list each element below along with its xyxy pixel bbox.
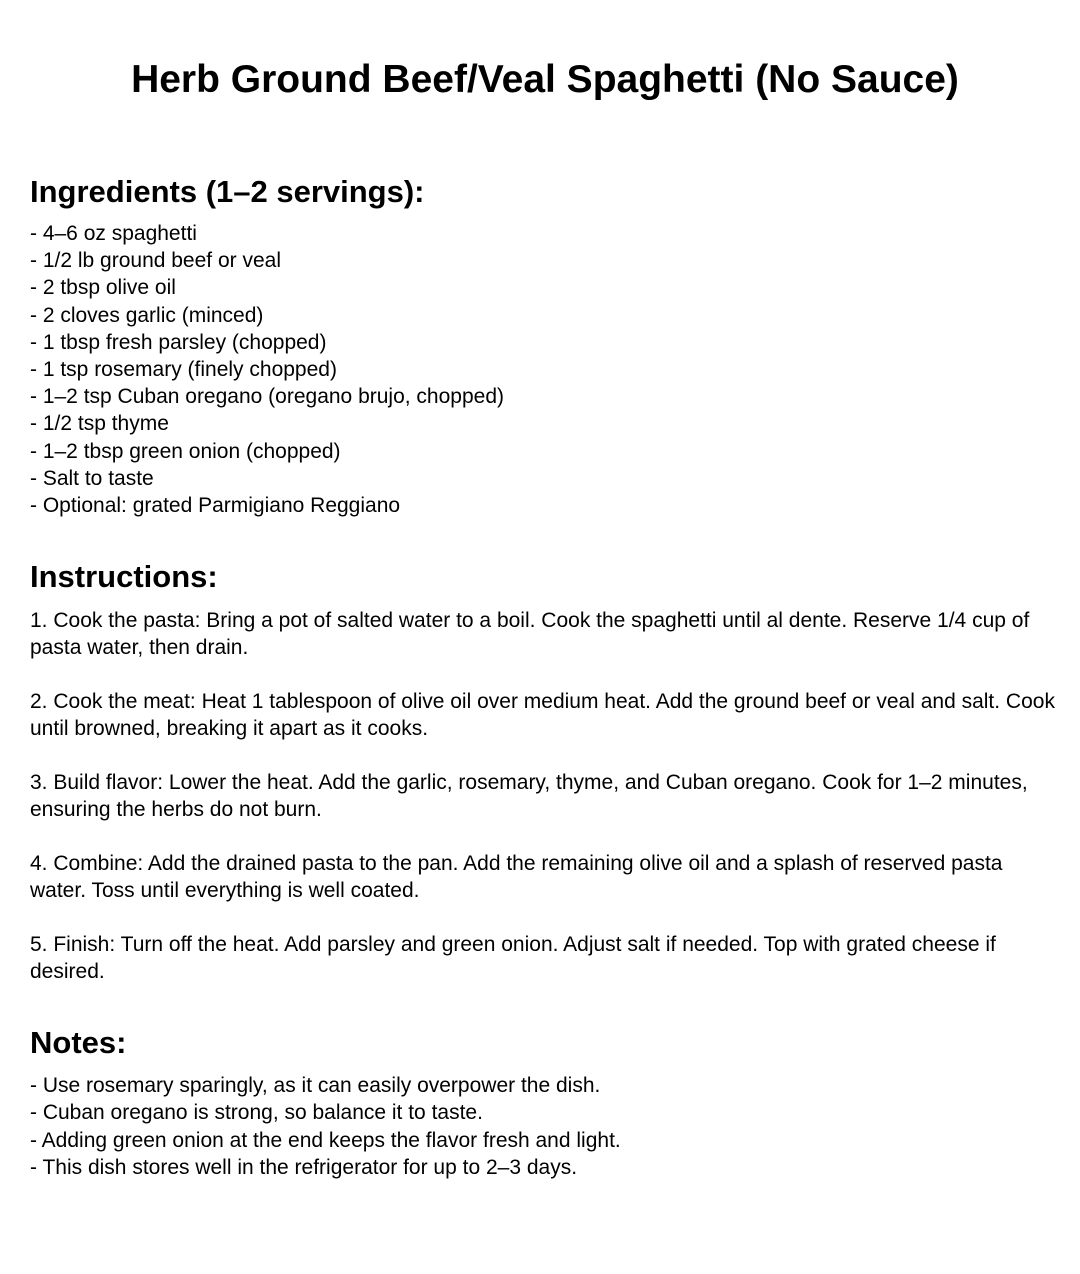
note-item: - This dish stores well in the refrigerator for up to 2–3 days. — [30, 1155, 578, 1179]
instruction-step: 2. Cook the meat: Heat 1 tablespoon of olive oil over medium heat. Add the ground beef or veal and salt. Cook until browned, breaking it apart as it cooks. — [30, 690, 1055, 741]
ingredient-item: - Optional: grated Parmigiano Reggiano — [30, 494, 401, 518]
ingredient-item: - 2 cloves garlic (minced) — [30, 303, 264, 327]
instruction-step: 1. Cook the pasta: Bring a pot of salted water to a boil. Cook the spaghetti until al dente. Reserve 1/4 cup of pasta water, then drain. — [30, 609, 1030, 660]
ingredients-heading: Ingredients (1–2 servings): — [30, 174, 425, 209]
ingredient-item: - 1/2 tsp thyme — [30, 412, 169, 436]
notes-list — [30, 1072, 1060, 1181]
note-item: - Adding green onion at the end keeps the flavor fresh and light. — [30, 1128, 621, 1152]
instruction-step: 5. Finish: Turn off the heat. Add parsley and green onion. Adjust salt if needed. Top with grated cheese if desired. — [30, 933, 996, 984]
instruction-step: 4. Combine: Add the drained pasta to the pan. Add the remaining olive oil and a splash of reserved pasta water. Toss until everything is well coated. — [30, 852, 1003, 903]
instruction-step: 3. Build flavor: Lower the heat. Add the garlic, rosemary, thyme, and Cuban oregano. Cook for 1–2 minutes, ensuring the herbs do not burn. — [30, 771, 1028, 822]
note-item: - Use rosemary sparingly, as it can easily overpower the dish. — [30, 1074, 601, 1098]
page-title: Herb Ground Beef/Veal Spaghetti (No Sauce) — [131, 58, 959, 101]
ingredient-item: - 1/2 lb ground beef or veal — [30, 249, 281, 273]
instructions-steps — [30, 607, 1060, 985]
ingredient-item: - 1 tsp rosemary (finely chopped) — [30, 358, 337, 382]
note-item: - Cuban oregano is strong, so balance it to taste. — [30, 1101, 483, 1125]
ingredients-list — [30, 220, 1060, 519]
ingredient-item: - 2 tbsp olive oil — [30, 276, 176, 300]
ingredient-item: - 1–2 tsp Cuban oregano (oregano brujo, chopped) — [30, 385, 504, 409]
notes-heading: Notes: — [30, 1025, 127, 1061]
ingredient-item: - 4–6 oz spaghetti — [30, 222, 197, 245]
ingredient-item: - Salt to taste — [30, 466, 154, 490]
instructions-heading: Instructions: — [30, 559, 218, 595]
ingredient-item: - 1 tbsp fresh parsley (chopped) — [30, 330, 327, 354]
ingredient-item: - 1–2 tbsp green onion (chopped) — [30, 439, 341, 463]
